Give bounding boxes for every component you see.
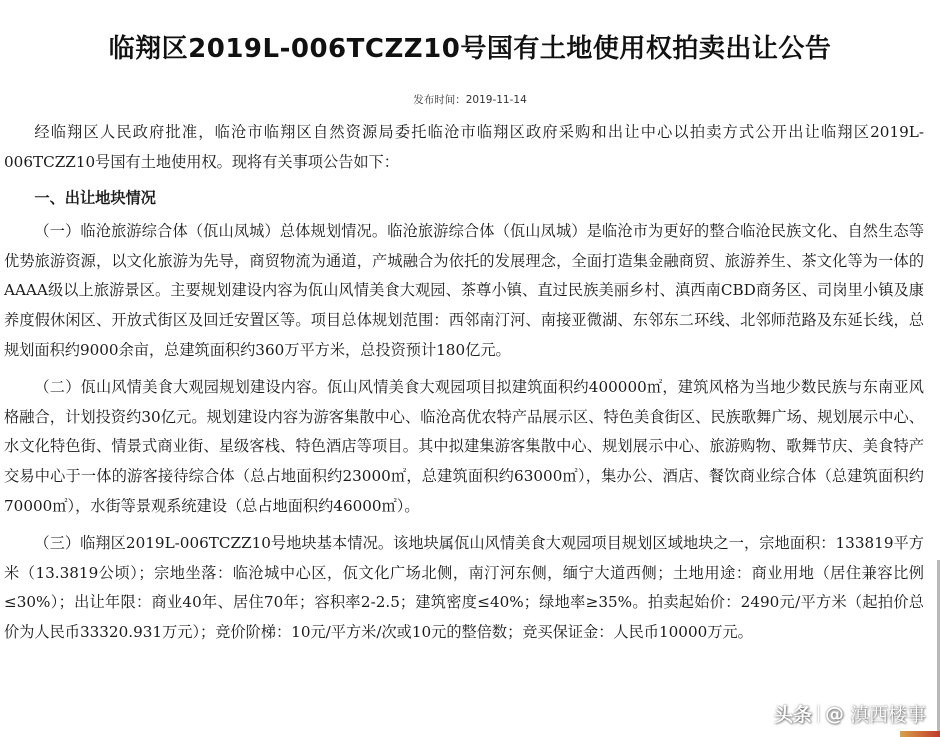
watermark-at: @ bbox=[824, 702, 844, 725]
paragraph-food-park: （二）佤山风情美食大观园规划建设内容。佤山风情美食大观园项目拟建筑面积约400000㎡，建筑风格为当地少数民族与东南亚风格融合，计划投资约30亿元。规划建设内容为游客集散中心、临沧高优农特产品展示区、特色美食街区、民族歌舞广场、规划展示中心、水文化特色街、情景式商业街、星级客栈、特色酒店等项目。其中拟建集游客集散中心、规划展示中心、旅游购物、歌舞节庆、美食特产交易中心于一体的游客接待综合体（总占地面积约23000㎡，总建筑面积约63000㎡），集办公、酒店、餐饮商业综合体（总建筑面积约70000㎡），水街等景观系统建设（总占地面积约46000㎡）。 bbox=[4, 378, 924, 515]
watermark-account: 滇西楼事 bbox=[849, 704, 926, 726]
intro-paragraph: 经临翔区人民政府批准，临沧市临翔区自然资源局委托临沧市临翔区政府采购和出让中心以拍卖方式公开出让临翔区2019L-006TCZZ10号国有土地使用权。现将有关事项公告如下： bbox=[4, 123, 924, 171]
watermark bbox=[774, 700, 926, 727]
corner-decoration bbox=[900, 731, 940, 737]
watermark-brand: 头条 bbox=[773, 704, 812, 726]
watermark-divider bbox=[818, 705, 819, 723]
section-heading-parcel-info: 一、出让地块情况 bbox=[34, 189, 156, 208]
paragraph-overall-plan: （一）临沧旅游综合体（佤山凤城）总体规划情况。临沧旅游综合体（佤山凤城）是临沧市为更好的整合临沧民族文化、自然生态等优势旅游资源，以文化旅游为先导，商贸物流为通道，产城融合为依托的发展理念，全面打造集金融商贸、旅游养生、茶文化等为一体的AAAA级以上旅游景区。主要规划建设内容为佤山风情美食大观园、茶尊小镇、直过民族美丽乡村、滇西南CBD商务区、司岗里小镇及康养度假休闲区、开放式街区及回迁安置区等。项目总体规划范围：西邻南汀河、南接亚微湖、东邻东二环线、北邻师范路及东延长线，总规划面积约9000余亩，总建筑面积约360万平方米，总投资预计180亿元。 bbox=[4, 222, 924, 359]
publish-date: 发布时间：2019-11-14 bbox=[413, 94, 527, 106]
paragraph-parcel-basics: （三）临翔区2019L-006TCZZ10号地块基本情况。该地块属佤山风情美食大观园项目规划区域地块之一，宗地面积：133819平方米（13.3819公顷）；宗地坐落：临沧城中心区，佤文化广场北侧，南汀河东侧，缅宁大道西侧；土地用途：商业用地（居住兼容比例≤30%）；出让年限：商业40年、居住70年；容积率2-2.5；建筑密度≤40%；绿地率≥35%。拍卖起始价：2490元/平方米（起拍价总价为人民币33320.931万元）；竞价阶梯：10元/平方米/次或10元的整倍数；竞买保证金：人民币10000万元。 bbox=[4, 534, 924, 641]
announcement-body bbox=[4, 118, 924, 648]
page-title: 临翔区2019L-006TCZZ10号国有土地使用权拍卖出让公告 bbox=[108, 34, 832, 64]
